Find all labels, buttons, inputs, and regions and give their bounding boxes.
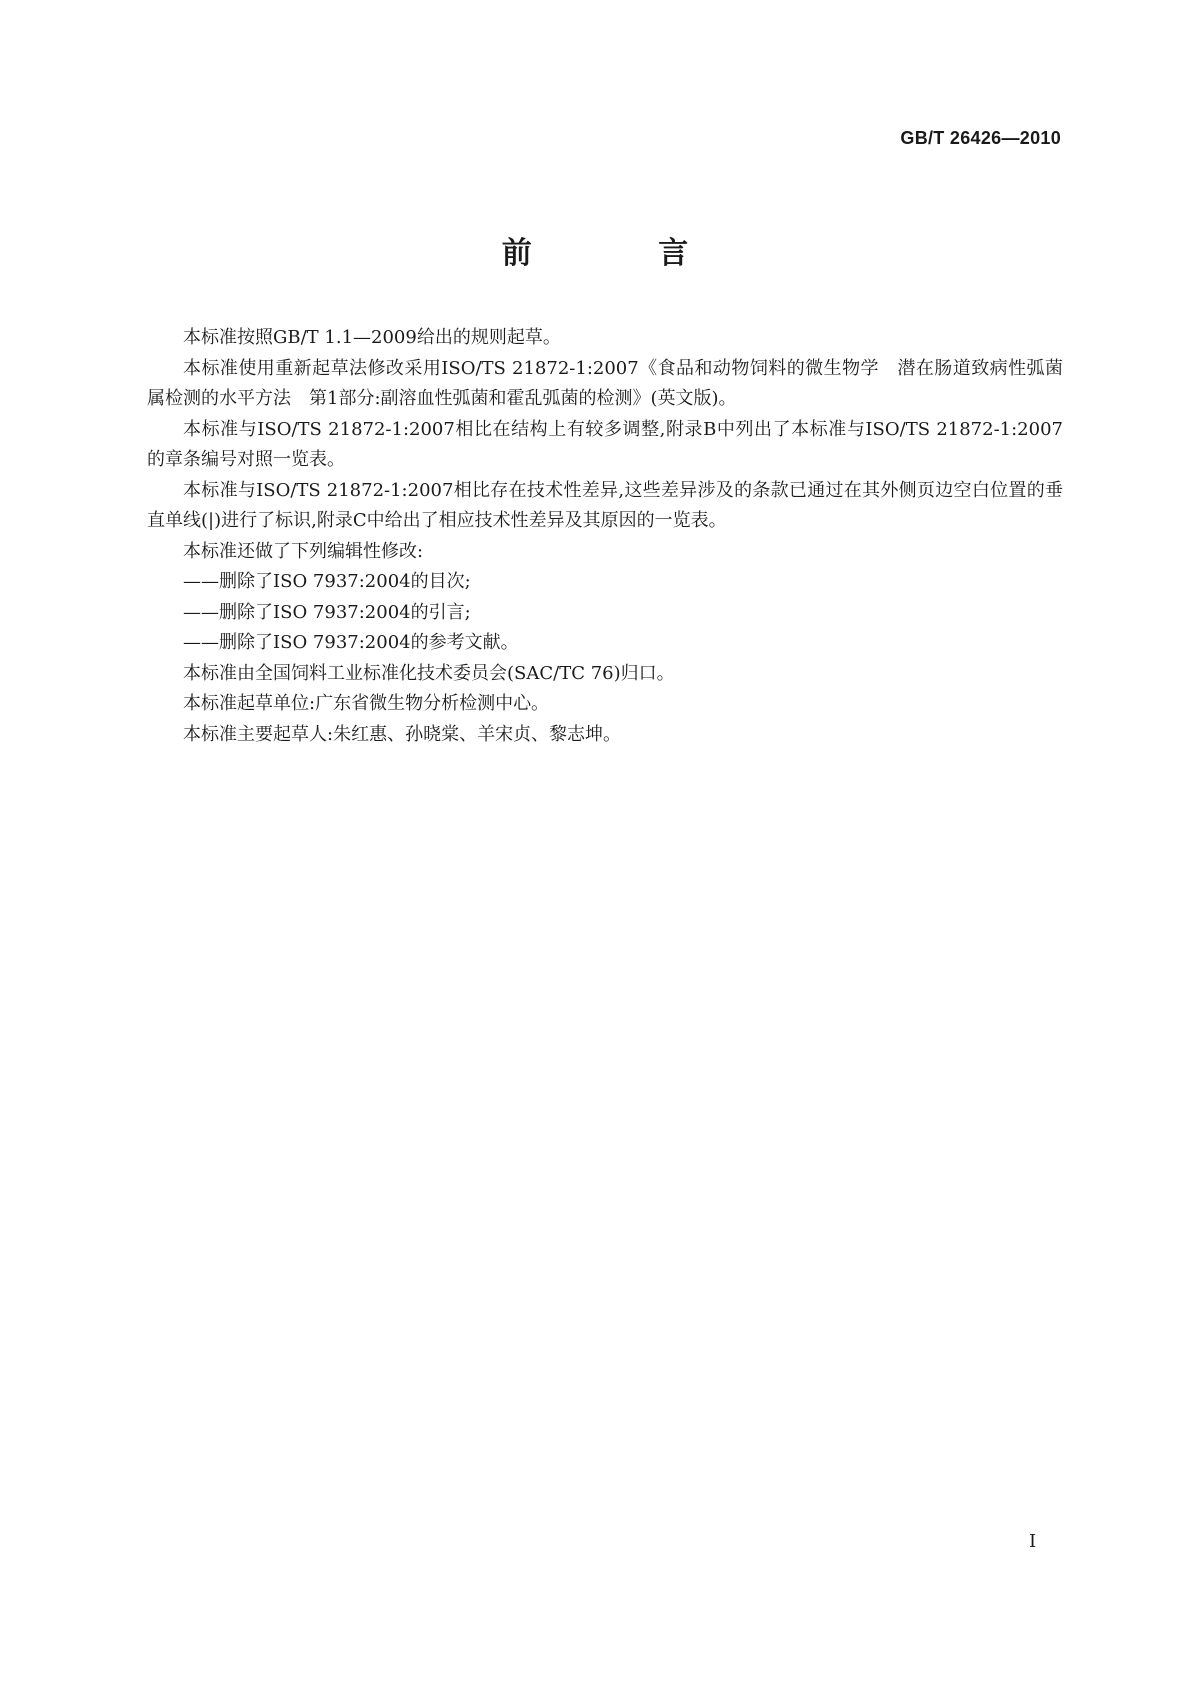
standard-number: GB/T 26426—2010	[900, 128, 1061, 148]
paragraph-committee: 本标准由全国饲料工业标准化技术委员会(SAC/TC 76)归口。	[183, 662, 675, 684]
paragraph-technical-differences: 本标准与ISO/TS 21872-1:2007相比存在技术性差异,这些差异涉及的条款已通过在其外侧页边空白位置的垂直单线(|)进行了标识,附录C中给出了相应技术性差异及其原因的一览表。	[147, 479, 1063, 531]
page-number: I	[1029, 1531, 1037, 1552]
foreword-body	[147, 323, 1063, 750]
list-item-deleted-bibliography: ——删除了ISO 7937:2004的参考文献。	[183, 632, 519, 653]
paragraph-drafting-rules: 本标准按照GB/T 1.1—2009给出的规则起草。	[183, 327, 561, 348]
page-title: 前 言	[501, 236, 747, 271]
list-item-deleted-contents: ——删除了ISO 7937:2004的目次;	[183, 571, 471, 592]
paragraph-structure-changes: 本标准与ISO/TS 21872-1:2007相比在结构上有较多调整,附录B中列出了本标准与ISO/TS 21872-1:2007的章条编号对照一览表。	[147, 418, 1063, 470]
list-item-deleted-introduction: ——删除了ISO 7937:2004的引言;	[183, 601, 471, 623]
paragraph-editorial-changes: 本标准还做了下列编辑性修改:	[183, 540, 424, 562]
paragraph-adoption: 本标准使用重新起草法修改采用ISO/TS 21872-1:2007《食品和动物饲料的微生物学 潜在肠道致病性弧菌属检测的水平方法 第1部分:副溶血性弧菌和霍乱弧菌的检测》(英文版)。	[147, 357, 1063, 409]
paragraph-drafters: 本标准主要起草人:朱红惠、孙晓棠、羊宋贞、黎志坤。	[183, 723, 622, 745]
paragraph-drafting-organization: 本标准起草单位:广东省微生物分析检测中心。	[183, 693, 550, 714]
